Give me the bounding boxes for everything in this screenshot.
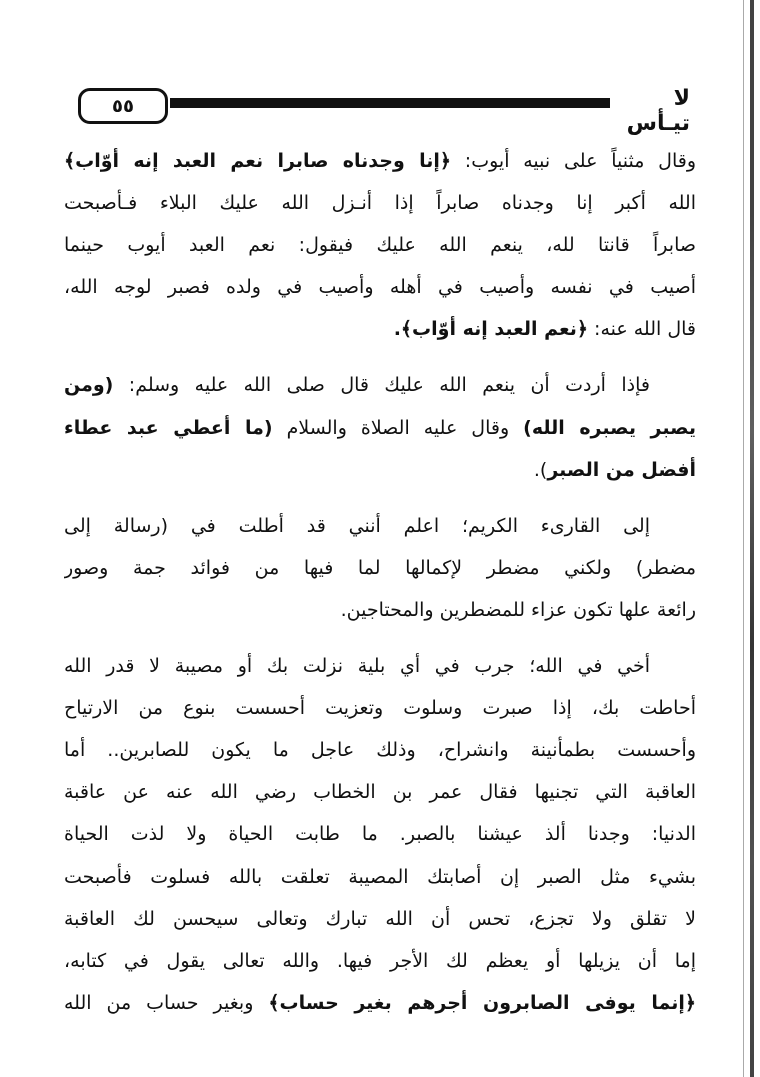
- page-edge-shadow: [750, 0, 754, 1077]
- quoted-text: (ما أعطي عبد عطاء: [64, 416, 273, 439]
- text-line: [64, 140, 696, 182]
- running-title: لا تيـأس: [626, 86, 690, 136]
- text-line: [64, 856, 696, 898]
- line-text: أصيب في نفسه وأصيب في أهله وأصيب في ولده فصبر لوجه الله،: [64, 276, 696, 299]
- line-text: صابراً قانتا لله، ينعم الله عليك فيقول: نعم العبد أيوب حينما: [64, 234, 696, 257]
- page-edge-line: [743, 0, 744, 1077]
- line-text: لا تقلق ولا تجزع، تحس أن الله تبارك وتعالى سيحسن لك العاقبة: [64, 907, 696, 930]
- line-text: وبغير حساب من الله: [64, 991, 269, 1014]
- header-rule: [170, 98, 610, 108]
- text-line: [64, 266, 696, 308]
- text-line: [64, 940, 696, 982]
- line-text: ).: [533, 458, 548, 481]
- line-text: إلى القارىء الكريم؛ اعلم أنني قد أطلت في (رسالة إلى: [64, 514, 650, 537]
- running-header: [70, 84, 690, 136]
- paragraph: [64, 505, 696, 631]
- line-text: أخي في الله؛ جرب في أي بلية نزلت بك أو مصيبة لا قدر الله: [64, 655, 650, 678]
- text-line: [64, 224, 696, 266]
- text-line: [64, 364, 696, 406]
- paragraph: [64, 140, 696, 350]
- text-line: [64, 547, 696, 589]
- paragraph-gap: [64, 491, 696, 505]
- line-text: الدنيا: وجدنا ألذ عيشنا بالصبر. ما طابت الحياة ولا لذت الحياة: [64, 823, 696, 846]
- text-line: [64, 687, 696, 729]
- text-line: [64, 729, 696, 771]
- line-text: قال الله عنه:: [588, 318, 696, 341]
- text-line: [64, 645, 696, 687]
- text-line: [64, 505, 696, 547]
- line-text: الله أكبر إنا وجدناه صابراً إذا أنـزل الله عليك البلاء فـأصبحت: [64, 192, 696, 215]
- text-line: [64, 982, 696, 1024]
- quoted-text: ﴿نعم العبد إنه أوّاب﴾.: [393, 318, 588, 341]
- body-text: [64, 140, 696, 1024]
- page-number-badge: [78, 88, 168, 124]
- line-text: بشيء مثل الصبر إن أصابتك المصيبة تعلقت بالله فسلوت فأصبحت: [64, 865, 696, 888]
- text-line: [64, 308, 696, 350]
- paragraph-gap: [64, 631, 696, 645]
- quoted-text: أفضل من الصبر: [547, 458, 696, 481]
- line-text: وأحسست بطمأنينة وانشراح، وذلك عاجل ما يكون للصابرين.. أما: [64, 739, 696, 762]
- paragraph: [64, 645, 696, 1024]
- text-line: [64, 771, 696, 813]
- text-line: [64, 898, 696, 940]
- text-line: [64, 449, 696, 491]
- line-text: رائعة علها تكون عزاء للمضطرين والمحتاجين.: [340, 598, 696, 621]
- quoted-text: ﴿إنا وجدناه صابرا نعم العبد إنه أوّاب﴾: [64, 150, 452, 172]
- text-line: [64, 813, 696, 855]
- line-text: إما أن يزيلها أو يعظم لك الأجر فيها. والله تعالى يقول في كتابه،: [64, 949, 696, 972]
- line-text: أحاطت بك، إذا صبرت وسلوت وتعزيت أحسست بنوع من الارتياح: [64, 697, 696, 720]
- quoted-text: ﴿إنما يوفى الصابرون أجرهم بغير حساب﴾: [268, 991, 696, 1014]
- text-line: [64, 407, 696, 449]
- page-number: ٥٥: [112, 95, 134, 117]
- quoted-text: يصبر يصبره الله): [523, 416, 696, 439]
- line-text: العاقبة التي تجنيها فقال عمر بن الخطاب رضي الله عنه عن عاقبة: [64, 781, 696, 804]
- line-text: مضطر) ولكني مضطر لإكمالها لما فيها من فوائد جمة وصور: [64, 556, 696, 579]
- quoted-text: (ومن: [64, 374, 114, 397]
- line-text: وقال عليه الصلاة والسلام: [272, 416, 524, 439]
- paragraph-gap: [64, 350, 696, 364]
- line-text: وقال مثنياً على نبيه أيوب:: [451, 150, 696, 172]
- line-text: فإذا أردت أن ينعم الله عليك قال صلى الله عليه وسلم:: [113, 374, 650, 397]
- text-line: [64, 182, 696, 224]
- text-line: [64, 589, 696, 631]
- paragraph: [64, 364, 696, 490]
